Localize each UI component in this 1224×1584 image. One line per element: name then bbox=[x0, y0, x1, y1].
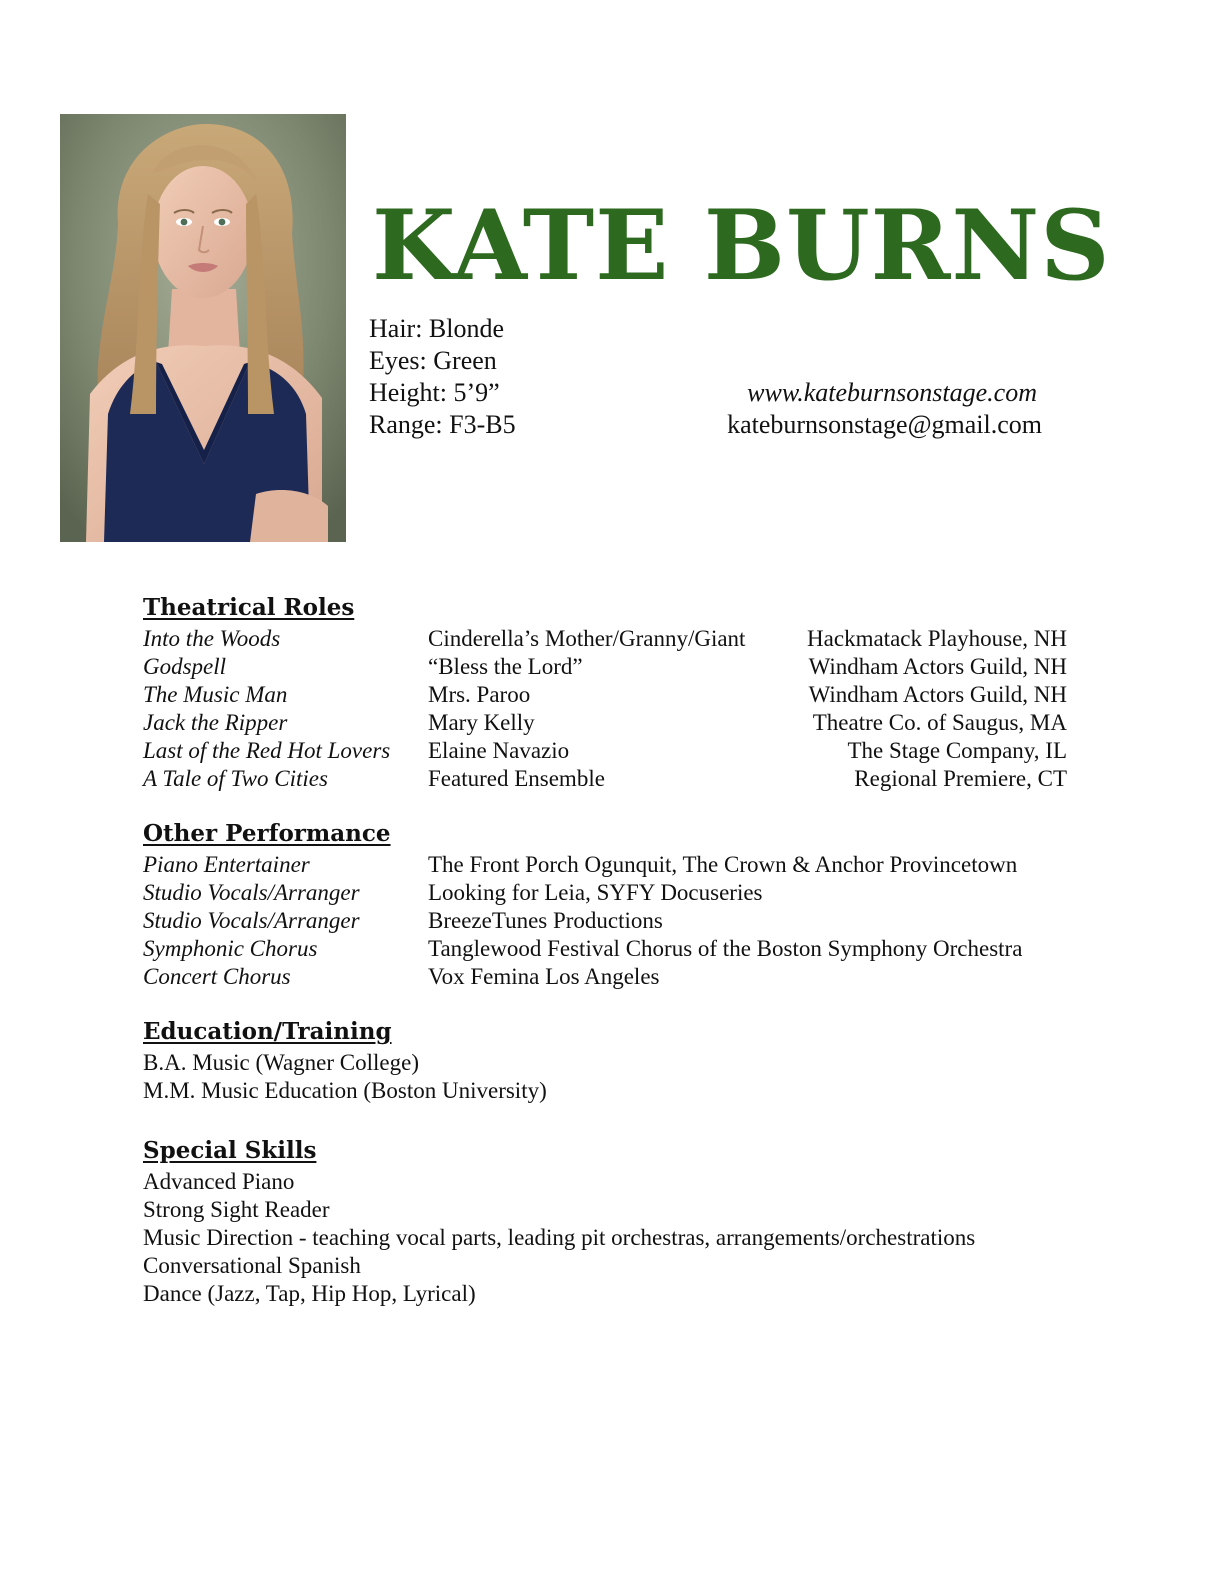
theatrical-row bbox=[0, 653, 1224, 681]
theatrical-row bbox=[0, 709, 1224, 737]
theatrical-row bbox=[0, 625, 1224, 653]
venue-name: The Stage Company, IL bbox=[847, 738, 1067, 763]
role-name: Featured Ensemble bbox=[428, 766, 605, 791]
personal-stats bbox=[369, 313, 516, 441]
performance-detail: Tanglewood Festival Chorus of the Boston Symphony Orchestra bbox=[428, 936, 1023, 961]
role-name: Elaine Navazio bbox=[428, 738, 570, 763]
venue-name: Regional Premiere, CT bbox=[854, 766, 1067, 791]
skill-item: Dance (Jazz, Tap, Hip Hop, Lyrical) bbox=[143, 1281, 476, 1306]
venue-name: Windham Actors Guild, NH bbox=[808, 654, 1067, 679]
performance-type: Studio Vocals/Arranger bbox=[143, 908, 360, 933]
role-name: “Bless the Lord” bbox=[428, 654, 583, 679]
performance-row bbox=[0, 907, 1224, 935]
performance-row bbox=[0, 935, 1224, 963]
performance-detail: BreezeTunes Productions bbox=[428, 908, 663, 933]
education-heading: Education/Training bbox=[143, 1018, 392, 1045]
hair-stat: Hair: Blonde bbox=[369, 314, 505, 343]
performance-row bbox=[0, 851, 1224, 879]
education-item: M.M. Music Education (Boston University) bbox=[143, 1078, 547, 1103]
headshot-photo bbox=[60, 114, 346, 542]
performance-type: Piano Entertainer bbox=[143, 852, 310, 877]
skill-item: Advanced Piano bbox=[143, 1169, 295, 1194]
theatrical-row bbox=[0, 681, 1224, 709]
range-stat: Range: F3-B5 bbox=[369, 410, 516, 439]
theatrical-roles-heading: Theatrical Roles bbox=[143, 594, 355, 621]
skill-item: Conversational Spanish bbox=[143, 1253, 361, 1278]
role-name: Mrs. Paroo bbox=[428, 682, 531, 707]
venue-name: Windham Actors Guild, NH bbox=[808, 682, 1067, 707]
show-title: A Tale of Two Cities bbox=[143, 766, 328, 791]
show-title: Last of the Red Hot Lovers bbox=[143, 738, 391, 763]
show-title: The Music Man bbox=[143, 682, 288, 707]
show-title: Jack the Ripper bbox=[143, 710, 288, 735]
skill-item: Music Direction - teaching vocal parts, leading pit orchestras, arrangements/orchestrations bbox=[143, 1225, 976, 1250]
performance-type: Studio Vocals/Arranger bbox=[143, 880, 360, 905]
show-title: Into the Woods bbox=[143, 626, 281, 651]
venue-name: Hackmatack Playhouse, NH bbox=[807, 626, 1067, 651]
skill-item: Strong Sight Reader bbox=[143, 1197, 330, 1222]
education-item: B.A. Music (Wagner College) bbox=[143, 1050, 419, 1075]
special-skills-heading: Special Skills bbox=[143, 1137, 317, 1164]
venue-name: Theatre Co. of Saugus, MA bbox=[812, 710, 1067, 735]
candidate-name: KATE BURNS bbox=[372, 189, 1111, 302]
role-name: Mary Kelly bbox=[428, 710, 535, 735]
performance-row bbox=[0, 879, 1224, 907]
theatrical-row bbox=[0, 765, 1224, 793]
performance-detail: Looking for Leia, SYFY Docuseries bbox=[428, 880, 763, 905]
performance-type: Symphonic Chorus bbox=[143, 936, 318, 961]
show-title: Godspell bbox=[143, 654, 227, 679]
eyes-stat: Eyes: Green bbox=[369, 346, 497, 375]
performance-row bbox=[0, 963, 1224, 991]
website-link[interactable]: www.kateburnsonstage.com bbox=[747, 378, 1037, 407]
performance-detail: The Front Porch Ogunquit, The Crown & Anchor Provincetown bbox=[428, 852, 1018, 877]
other-performance-heading: Other Performance bbox=[143, 820, 391, 847]
role-name: Cinderella’s Mother/Granny/Giant bbox=[428, 626, 746, 651]
height-stat: Height: 5’9” bbox=[369, 378, 500, 407]
performance-detail: Vox Femina Los Angeles bbox=[428, 964, 660, 989]
performance-type: Concert Chorus bbox=[143, 964, 291, 989]
theatrical-row bbox=[0, 737, 1224, 765]
email-link[interactable]: kateburnsonstage@gmail.com bbox=[727, 410, 1042, 439]
